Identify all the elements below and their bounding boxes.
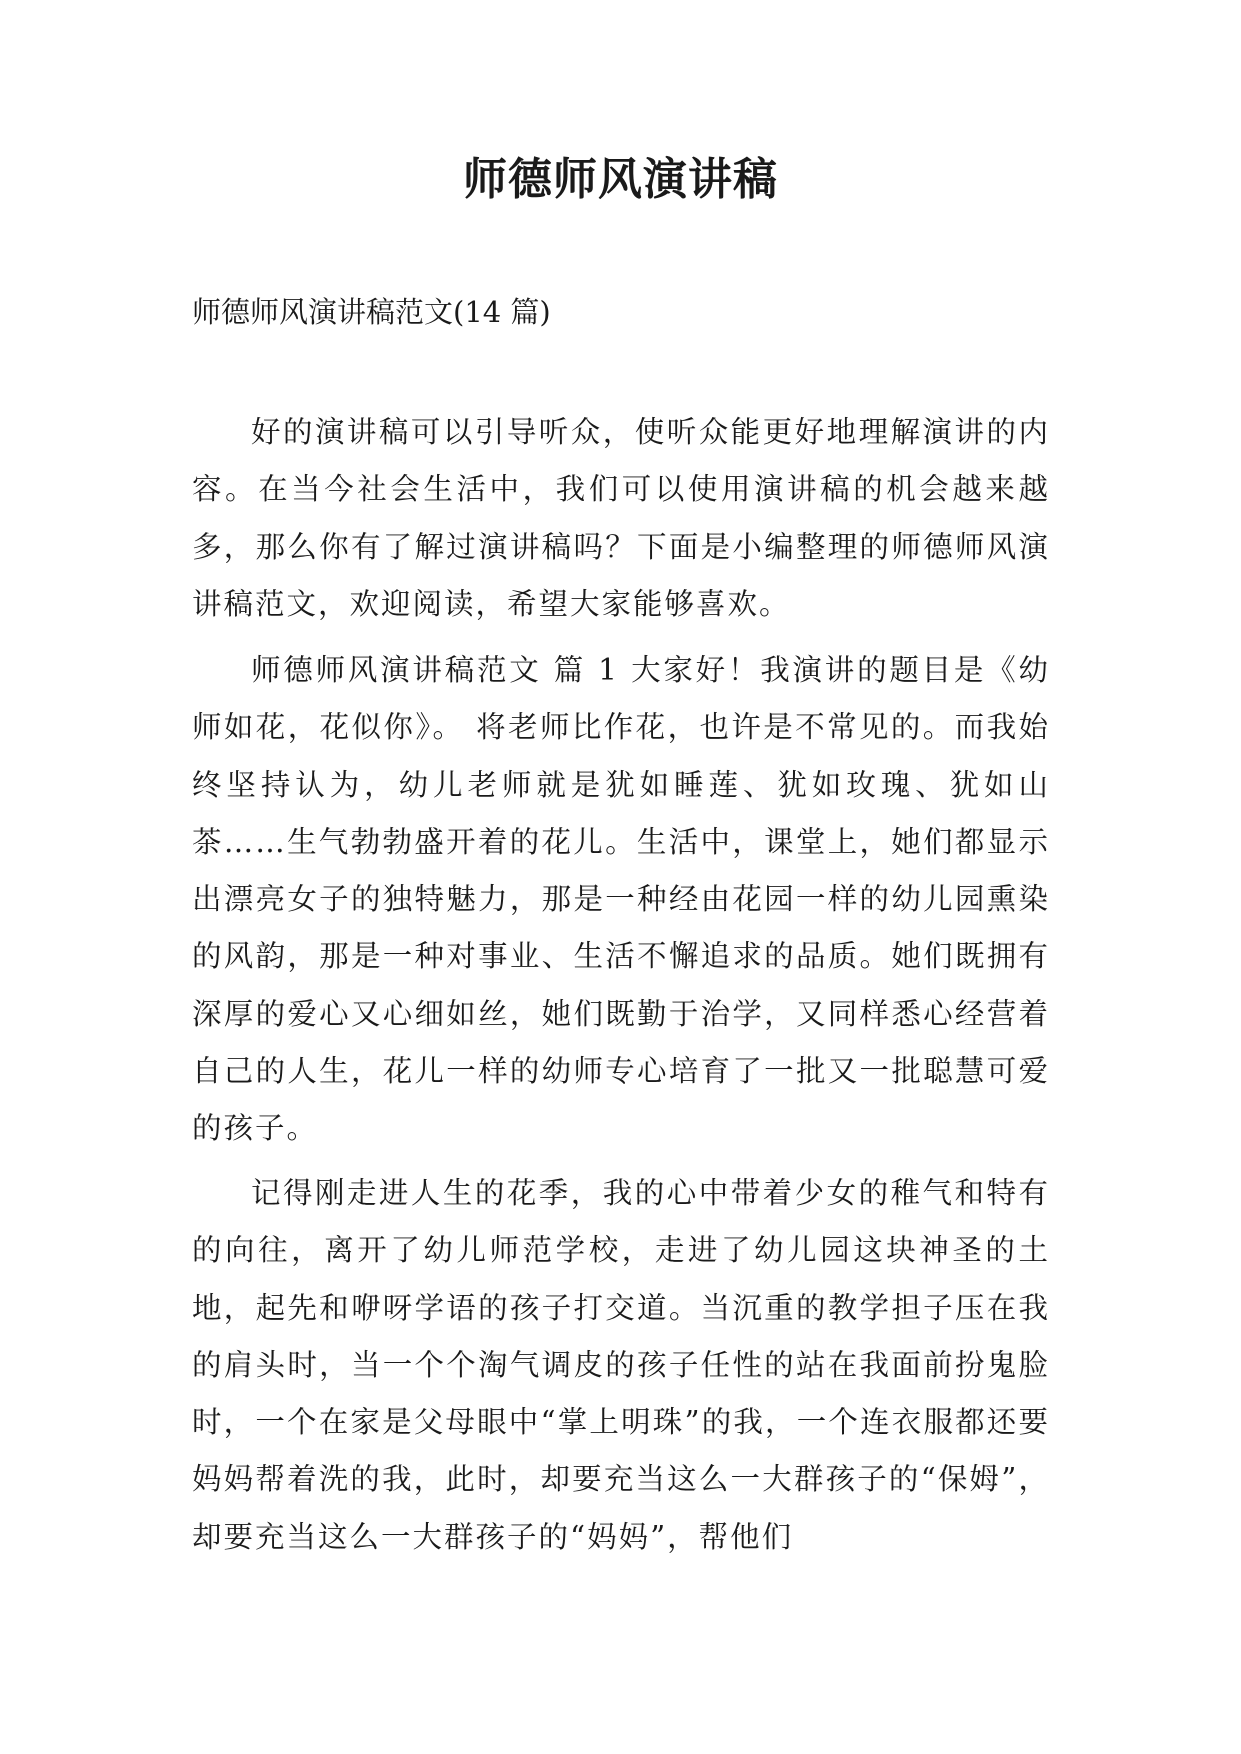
document-title: 师德师风演讲稿 — [463, 154, 778, 205]
paragraph-speech-1: 师德师风演讲稿范文 篇 1 大家好！我演讲的题目是《幼师如花，花似你》。 将老师比作花，也许是不常见的。而我始终坚持认为，幼儿老师就是犹如睡莲、犹如玫瑰、犹如山茶……生气勃勃盛开着的花儿。生活中，课堂上，她们都显示出漂亮女子的独特魅力，那是一种经由花园一样的幼儿园熏染的风韵，那是一种对事业、生活不懈追求的品质。她们既拥有深厚的爱心又心细如丝，她们既勤于治学，又同样悉心经营着自己的人生，花儿一样的幼师专心培育了一批又一批聪慧可爱的孩子。 — [192, 653, 1050, 1146]
paragraph-memory: 记得刚走进人生的花季，我的心中带着少女的稚气和特有的向往，离开了幼儿师范学校，走进了幼儿园这块神圣的土地，起先和咿呀学语的孩子打交道。当沉重的教学担子压在我的肩头时，当一个个淘气调皮的孩子任性的站在我面前扮鬼脸时，一个在家是父母眼中“掌上明珠”的我，一个连衣服都还要妈妈帮着洗的我，此时，却要充当这么一大群孩子的“保姆”，却要充当这么一大群孩子的“妈妈”，帮他们 — [192, 1176, 1050, 1554]
paragraph-intro: 好的演讲稿可以引导听众，使听众能更好地理解演讲的内容。在当今社会生活中，我们可以使用演讲稿的机会越来越多，那么你有了解过演讲稿吗？下面是小编整理的师德师风演讲稿范文，欢迎阅读，希望大家能够喜欢。 — [192, 415, 1050, 621]
document-subtitle: 师德师风演讲稿范文(14 篇) — [192, 295, 551, 329]
